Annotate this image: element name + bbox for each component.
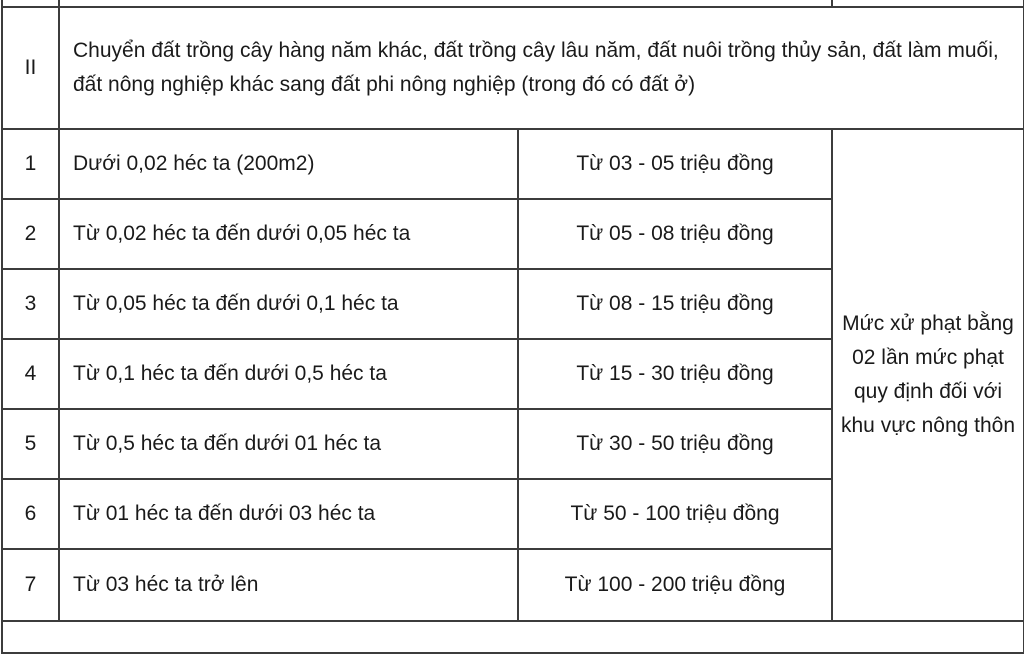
row-number: 5 — [2, 409, 59, 479]
section-row — [2, 7, 1024, 129]
fine-range: Từ 30 - 50 triệu đồng — [518, 409, 832, 479]
area-range: Từ 03 héc ta trở lên — [59, 549, 518, 621]
row-number: 2 — [2, 199, 59, 269]
fine-range: Từ 100 - 200 triệu đồng — [518, 549, 832, 621]
row-number: 7 — [2, 549, 59, 621]
area-range: Từ 0,1 héc ta đến dưới 0,5 héc ta — [59, 339, 518, 409]
fine-range: Từ 50 - 100 triệu đồng — [518, 479, 832, 549]
area-range: Từ 01 héc ta đến dưới 03 héc ta — [59, 479, 518, 549]
penalty-note: Mức xử phạt bằng 02 lần mức phạt quy định đối với khu vực nông thôn — [832, 129, 1024, 621]
section-title: Chuyển đất trồng cây hàng năm khác, đất trồng cây lâu năm, đất nuôi trồng thủy sản, đất làm muối, đất nông nghiệp khác sang đất phi nông nghiệp (trong đó có đất ở) — [59, 7, 1024, 129]
area-range: Dưới 0,02 héc ta (200m2) — [59, 129, 518, 199]
next-row-remnant — [2, 621, 1024, 653]
section-number: II — [2, 7, 59, 129]
fine-range: Từ 15 - 30 triệu đồng — [518, 339, 832, 409]
area-range: Từ 0,5 héc ta đến dưới 01 héc ta — [59, 409, 518, 479]
row-number: 1 — [2, 129, 59, 199]
fine-range: Từ 03 - 05 triệu đồng — [518, 129, 832, 199]
fine-range: Từ 08 - 15 triệu đồng — [518, 269, 832, 339]
fine-range: Từ 05 - 08 triệu đồng — [518, 199, 832, 269]
previous-row-remnant — [2, 0, 1024, 7]
penalty-table — [1, 0, 1024, 654]
table-row — [2, 129, 1024, 199]
area-range: Từ 0,02 héc ta đến dưới 0,05 héc ta — [59, 199, 518, 269]
row-number: 3 — [2, 269, 59, 339]
row-number: 4 — [2, 339, 59, 409]
row-number: 6 — [2, 479, 59, 549]
area-range: Từ 0,05 héc ta đến dưới 0,1 héc ta — [59, 269, 518, 339]
